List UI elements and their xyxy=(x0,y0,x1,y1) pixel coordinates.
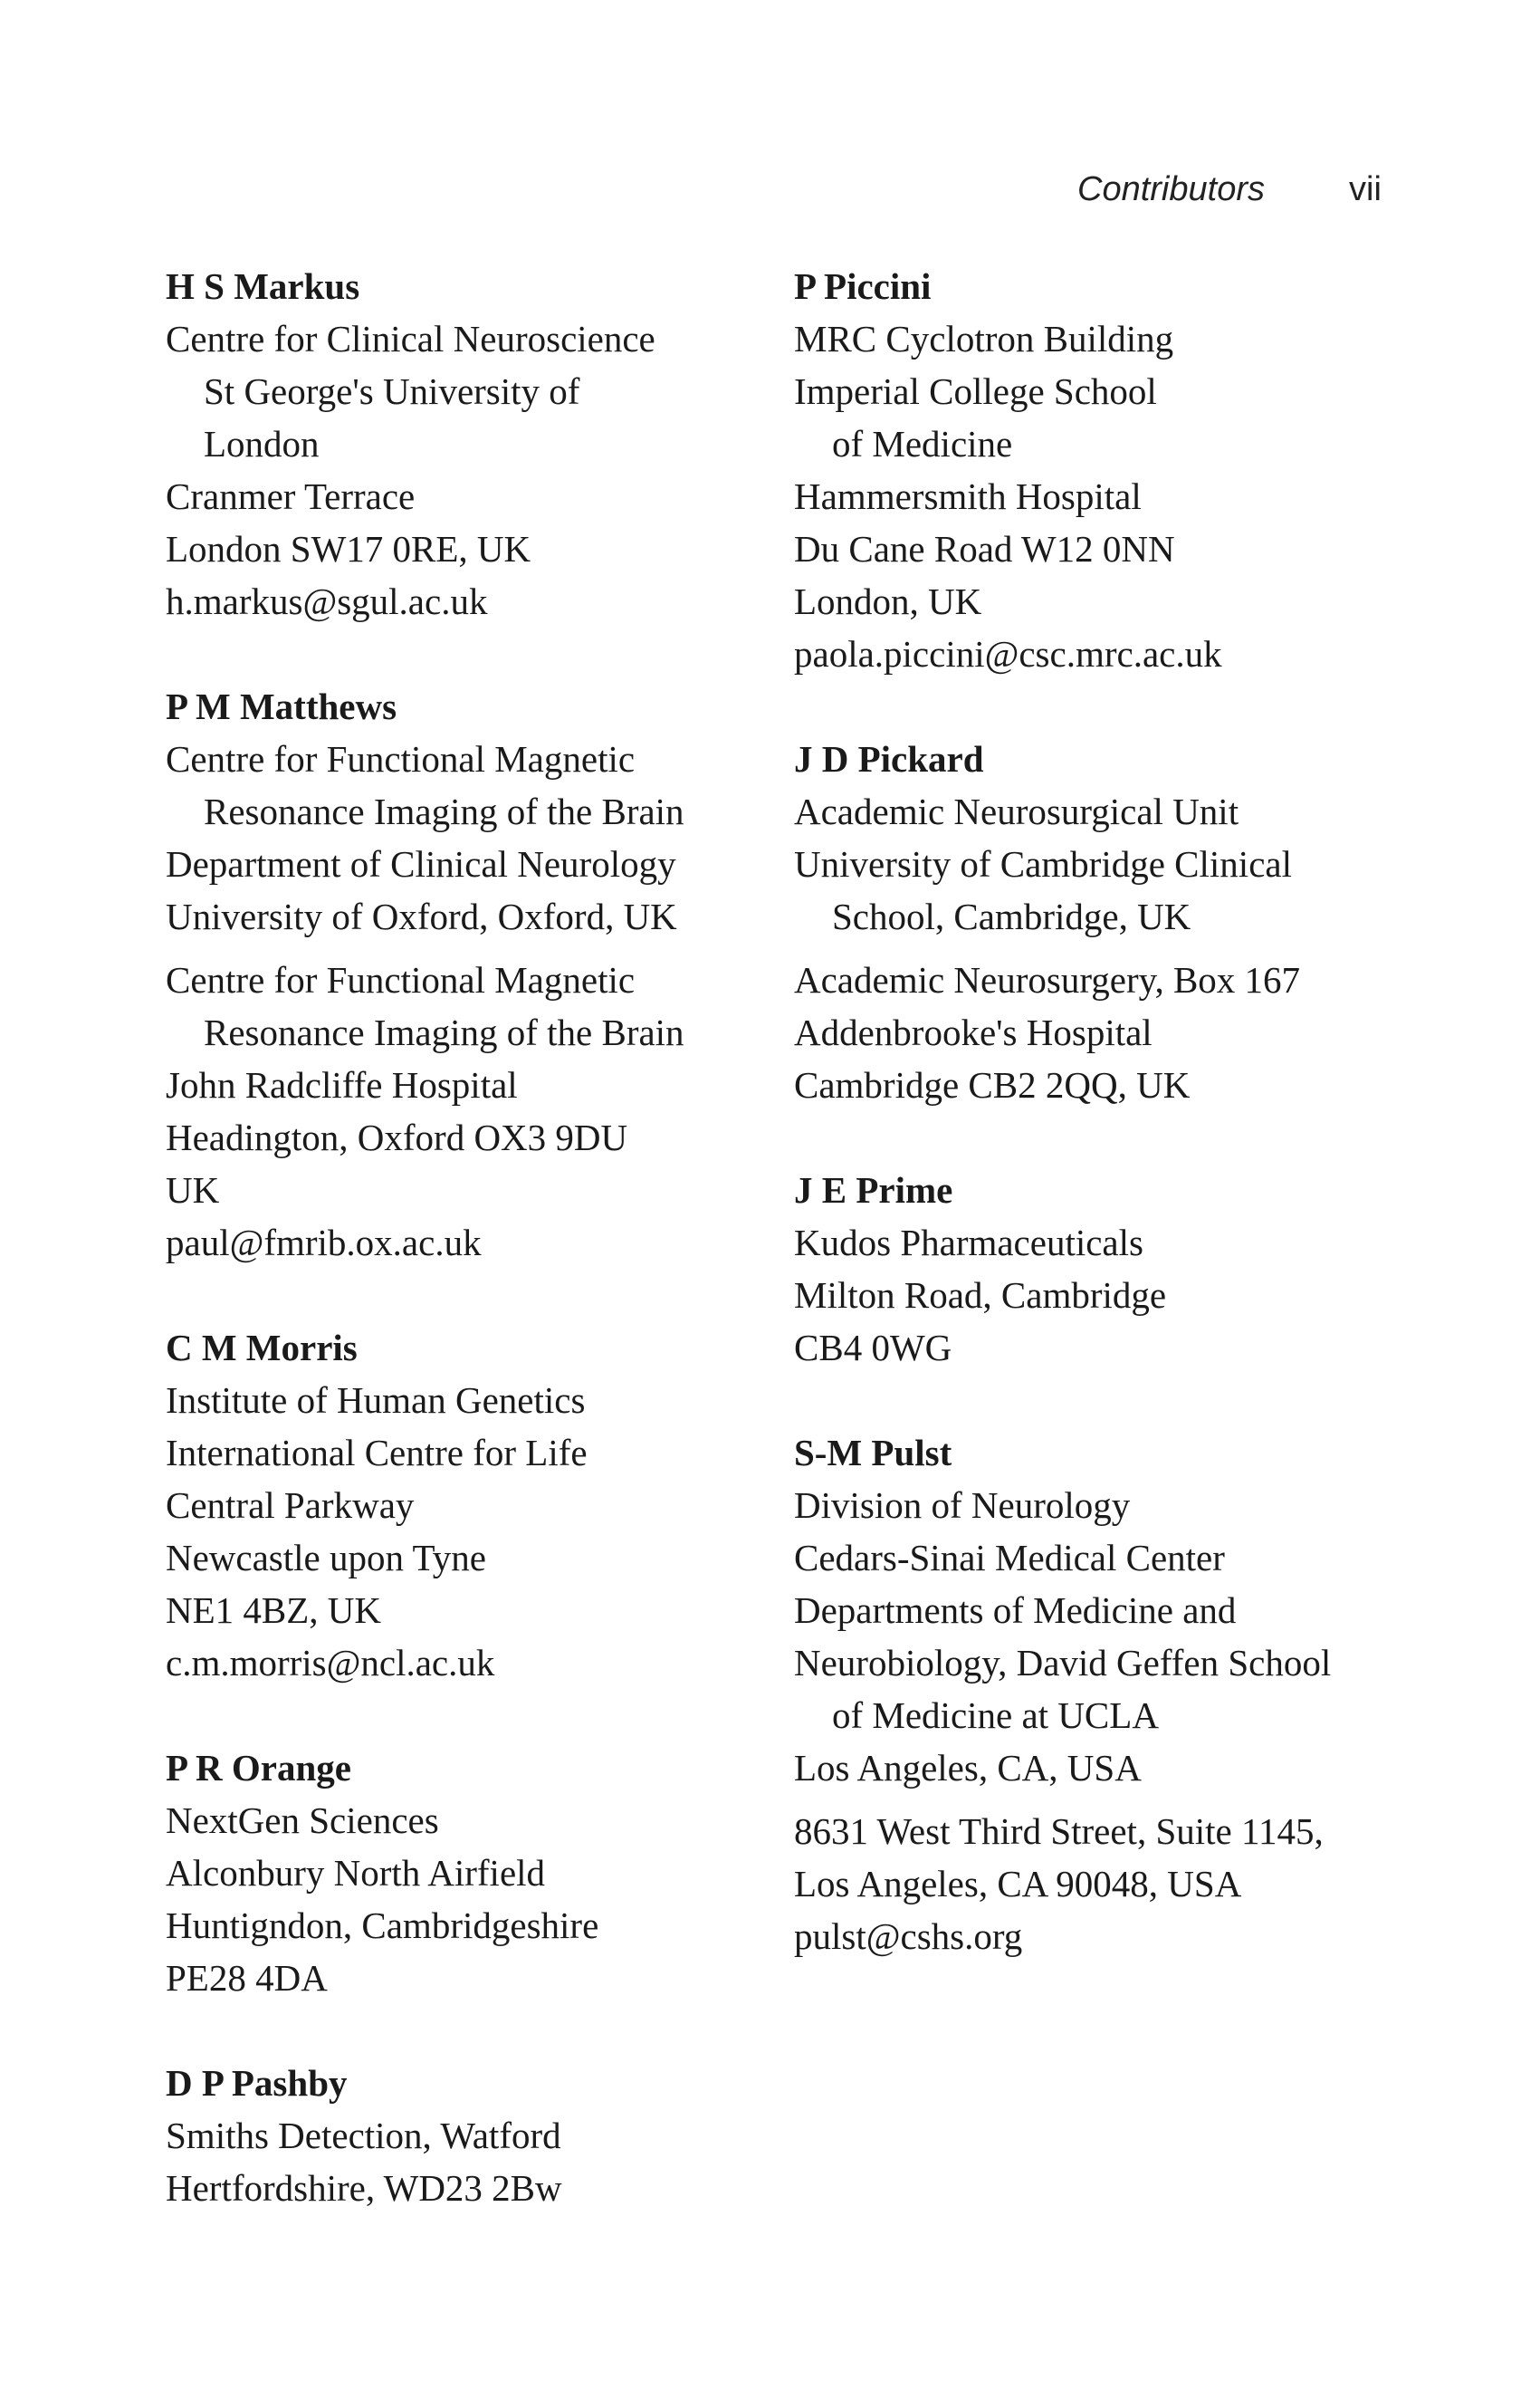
contributor-entry xyxy=(794,733,1428,1111)
address-line: Newcastle upon Tyne xyxy=(166,1537,486,1578)
affiliation-block xyxy=(166,1374,799,1689)
contributor-name: H S Markus xyxy=(166,265,360,307)
contributor-entry xyxy=(794,260,1428,680)
address-line: London xyxy=(204,423,320,465)
contributor-name: C M Morris xyxy=(166,1327,358,1368)
address-line: Kudos Pharmaceuticals xyxy=(794,1222,1143,1263)
contributor-name: D P Pashby xyxy=(166,2062,348,2104)
address-line: MRC Cyclotron Building xyxy=(794,318,1174,360)
email-address: h.markus@sgul.ac.uk xyxy=(166,580,488,622)
address-line: Academic Neurosurgery, Box 167 xyxy=(794,959,1301,1001)
address-line: Los Angeles, CA 90048, USA xyxy=(794,1863,1242,1904)
affiliation-block xyxy=(166,1794,799,2004)
address-line: of Medicine at UCLA xyxy=(832,1694,1159,1736)
affiliation-block xyxy=(794,954,1428,1111)
contributor-entry xyxy=(166,2057,799,2214)
address-line: Centre for Functional Magnetic xyxy=(166,959,636,1001)
contributor-name: P M Matthews xyxy=(166,686,397,727)
address-line: Departments of Medicine and xyxy=(794,1589,1237,1631)
affiliation-block xyxy=(794,1216,1428,1374)
contributor-entry xyxy=(166,680,799,1269)
email-address: paul@fmrib.ox.ac.uk xyxy=(166,1222,482,1263)
address-line: UK xyxy=(166,1169,220,1211)
affiliation-block xyxy=(794,312,1428,680)
contributor-entry xyxy=(166,1741,799,2004)
address-line: Milton Road, Cambridge xyxy=(794,1274,1167,1316)
contributor-name: S-M Pulst xyxy=(794,1432,952,1473)
affiliation-block xyxy=(794,1479,1428,1794)
email-address: paola.piccini@csc.mrc.ac.uk xyxy=(794,633,1222,675)
address-line: Neurobiology, David Geffen School xyxy=(794,1642,1332,1684)
address-line: Centre for Functional Magnetic xyxy=(166,738,636,780)
contributor-entry xyxy=(166,260,799,628)
email-address: pulst@cshs.org xyxy=(794,1915,1023,1957)
address-line: Headington, Oxford OX3 9DU xyxy=(166,1117,628,1158)
address-line: London, UK xyxy=(794,580,982,622)
contributor-entry xyxy=(166,1321,799,1689)
contributors-left-column xyxy=(166,260,799,2267)
affiliation-block xyxy=(794,785,1428,943)
address-line: 8631 West Third Street, Suite 1145, xyxy=(794,1810,1324,1852)
address-line: Academic Neurosurgical Unit xyxy=(794,791,1239,832)
affiliation-block xyxy=(166,312,799,628)
address-line: Department of Clinical Neurology xyxy=(166,843,676,885)
address-line: Cambridge CB2 2QQ, UK xyxy=(794,1064,1191,1106)
address-line: Institute of Human Genetics xyxy=(166,1379,586,1421)
address-line: Imperial College School xyxy=(794,370,1157,412)
address-line: Los Angeles, CA, USA xyxy=(794,1747,1142,1789)
address-line: Central Parkway xyxy=(166,1484,415,1526)
address-line: Du Cane Road W12 0NN xyxy=(794,528,1175,570)
address-line: CB4 0WG xyxy=(794,1327,952,1368)
contributor-name: P R Orange xyxy=(166,1747,351,1789)
affiliation-block xyxy=(166,954,799,1269)
address-line: Division of Neurology xyxy=(794,1484,1131,1526)
address-line: John Radcliffe Hospital xyxy=(166,1064,518,1106)
address-line: University of Cambridge Clinical xyxy=(794,843,1292,885)
address-line: International Centre for Life xyxy=(166,1432,588,1473)
address-line: Cranmer Terrace xyxy=(166,475,416,517)
running-head: Contributors xyxy=(1077,170,1265,208)
contributor-name: P Piccini xyxy=(794,265,932,307)
contributor-name: J D Pickard xyxy=(794,738,984,780)
address-line: St George's University of xyxy=(204,370,580,412)
address-line: Smiths Detection, Watford xyxy=(166,2115,561,2156)
address-line: Cedars-Sinai Medical Center xyxy=(794,1537,1225,1578)
address-line: Alconbury North Airfield xyxy=(166,1852,546,1894)
affiliation-block xyxy=(794,1805,1428,1962)
affiliation-block xyxy=(166,2109,799,2214)
address-line: PE28 4DA xyxy=(166,1957,328,1999)
address-line: Centre for Clinical Neuroscience xyxy=(166,318,655,360)
address-line: University of Oxford, Oxford, UK xyxy=(166,896,677,937)
address-line: of Medicine xyxy=(832,423,1013,465)
address-line: Resonance Imaging of the Brain xyxy=(204,1012,684,1053)
address-line: Resonance Imaging of the Brain xyxy=(204,791,684,832)
page-number: vii xyxy=(1349,170,1382,208)
address-line: Addenbrooke's Hospital xyxy=(794,1012,1153,1053)
address-line: Hammersmith Hospital xyxy=(794,475,1142,517)
contributors-right-column xyxy=(794,260,1428,2015)
address-line: London SW17 0RE, UK xyxy=(166,528,531,570)
address-line: Huntigndon, Cambridgeshire xyxy=(166,1904,599,1946)
contributor-entry xyxy=(794,1426,1428,1962)
affiliation-block xyxy=(166,733,799,943)
contributor-entry xyxy=(794,1164,1428,1374)
email-address: c.m.morris@ncl.ac.uk xyxy=(166,1642,495,1684)
address-line: NextGen Sciences xyxy=(166,1799,439,1841)
address-line: NE1 4BZ, UK xyxy=(166,1589,382,1631)
address-line: Hertfordshire, WD23 2Bw xyxy=(166,2167,562,2209)
address-line: School, Cambridge, UK xyxy=(832,896,1191,937)
contributor-name: J E Prime xyxy=(794,1169,953,1211)
